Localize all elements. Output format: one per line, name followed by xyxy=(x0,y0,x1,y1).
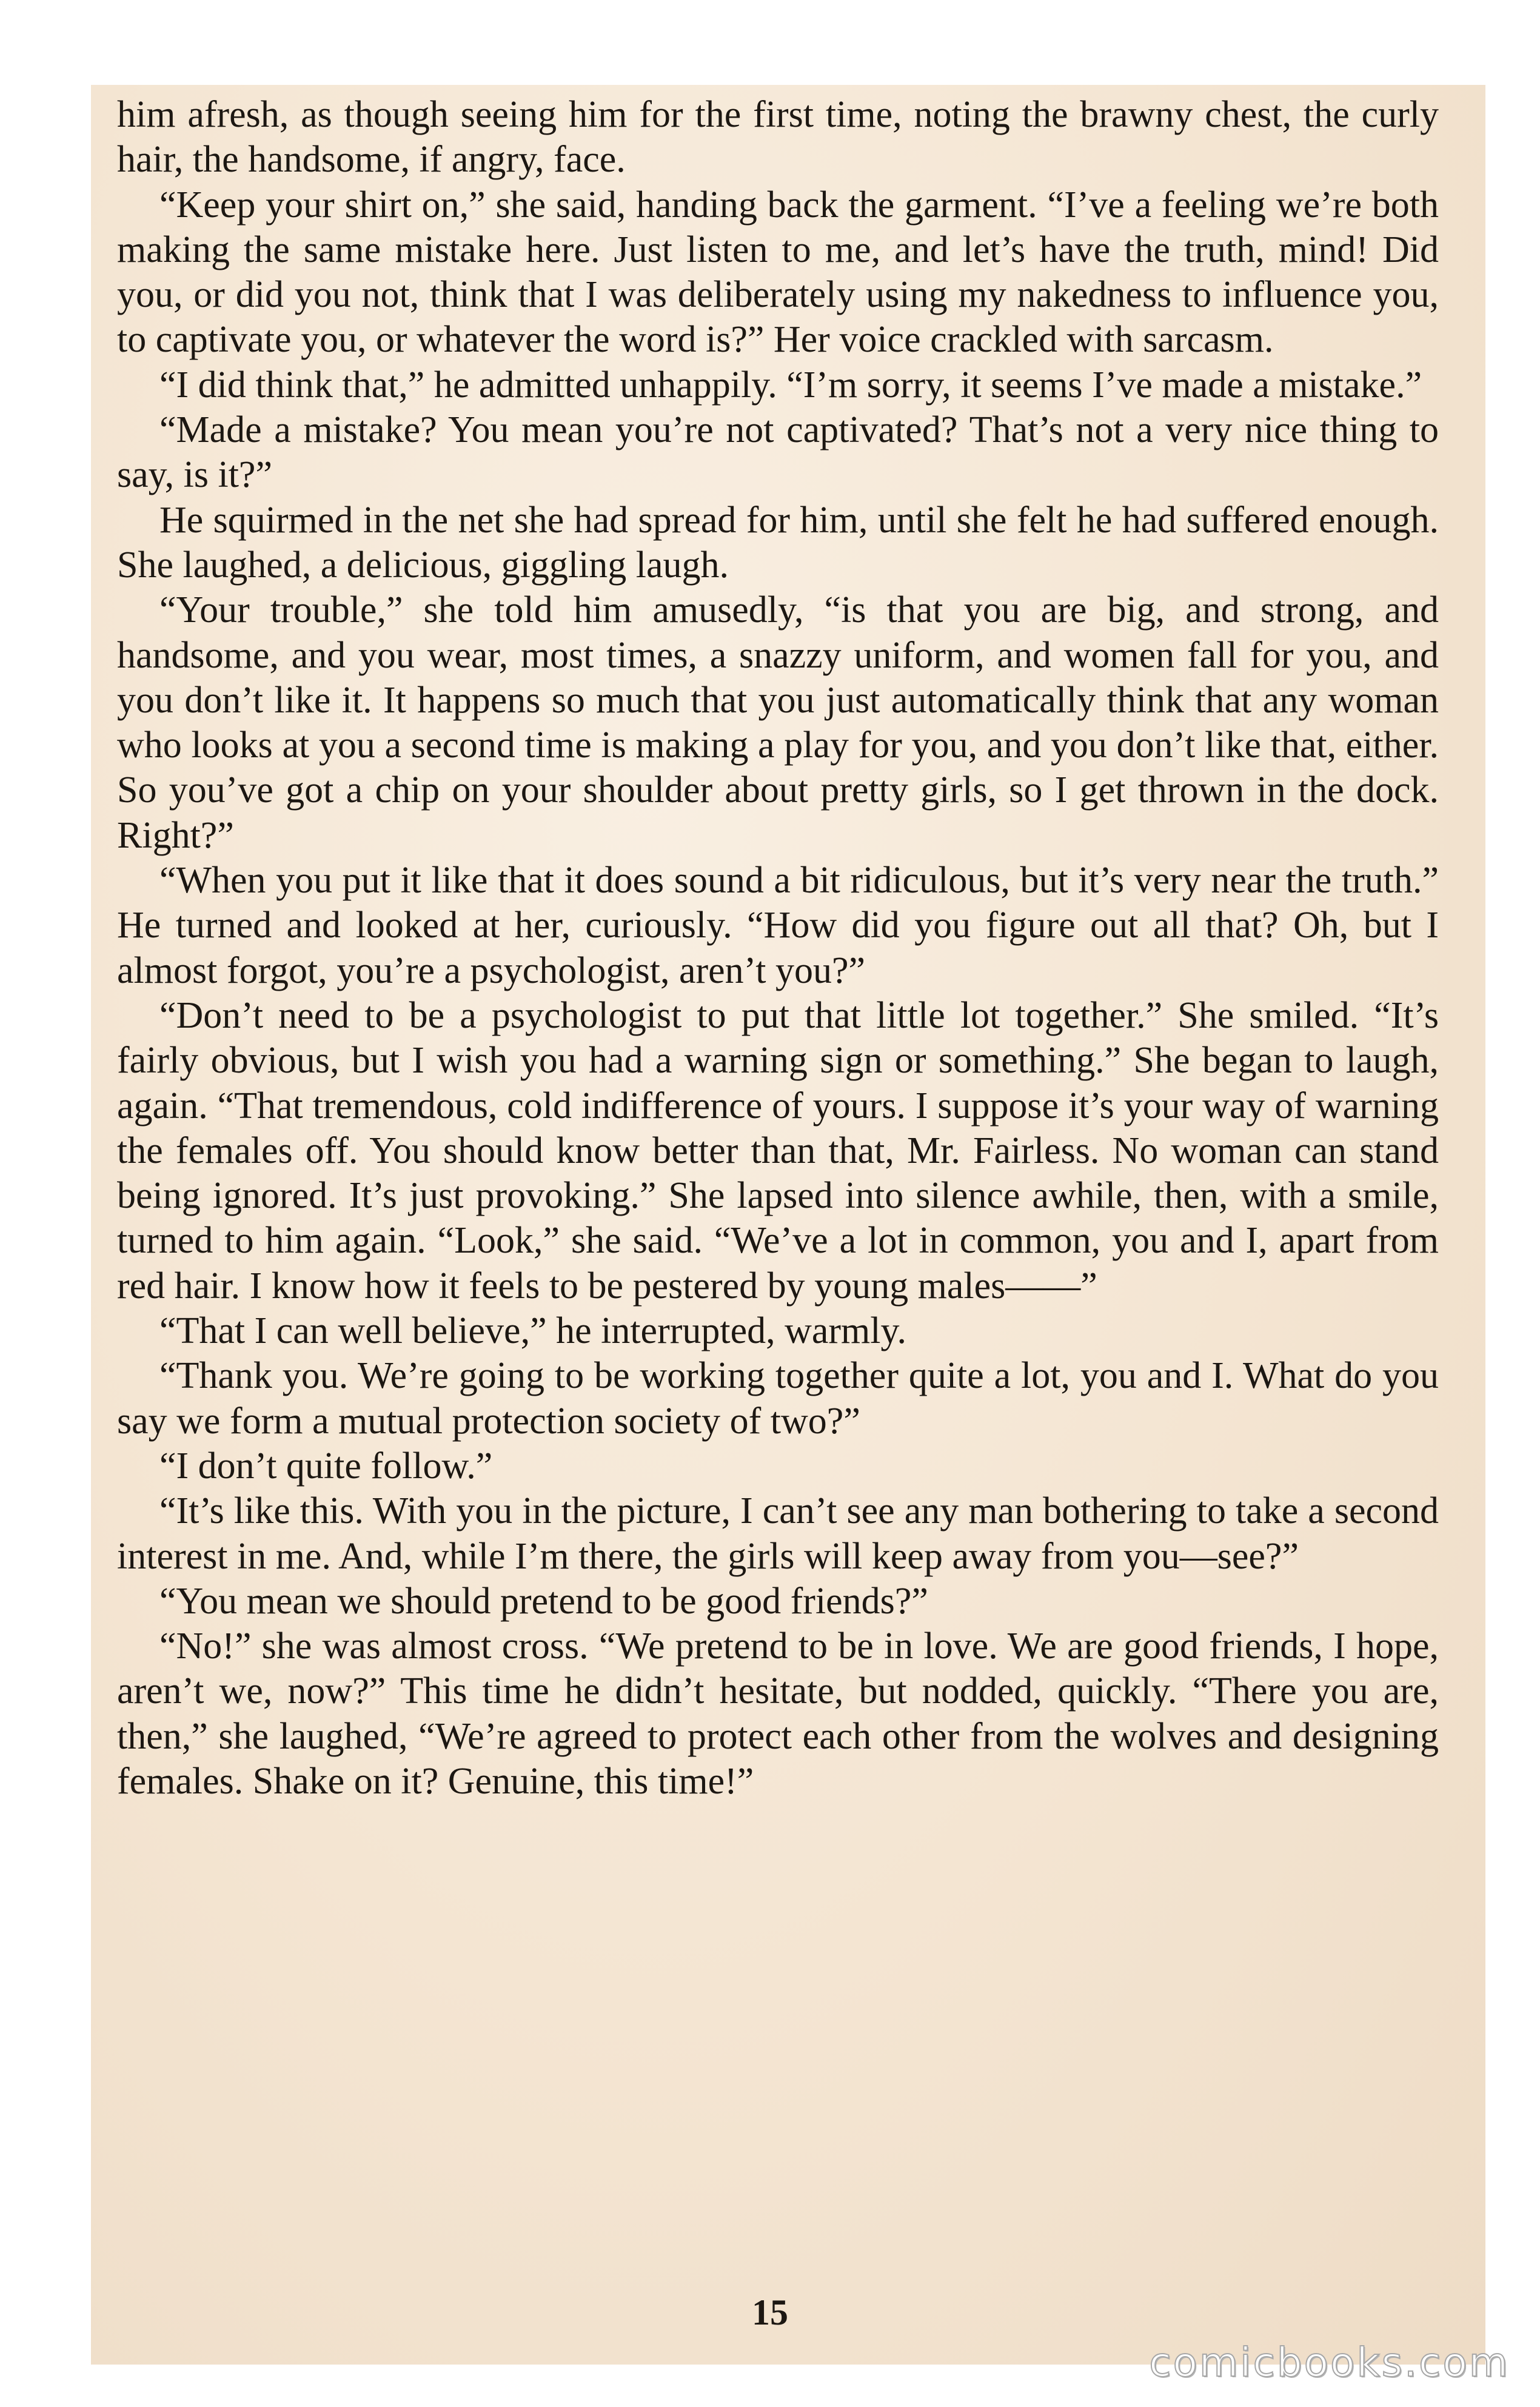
paragraph: “It’s like this. With you in the picture, I can’t see any man bothering to take a second interest in me. And, while I’m there, the girls will keep away from you—see?” xyxy=(117,1490,1439,1577)
paragraph: “Don’t need to be a psychologist to put that little lot together.” She smiled. “It’s fairly obvious, but I wish you had a warning sign or something.” She began to laugh, again. “That tremendous, cold indifference of yours. I suppose it’s your way of warning the females off. You should know better than that, Mr. Fairless. No woman can stand being ignored. It’s just provoking.” She lapsed into silence awhile, then, with a smile, turned to him again. “Look,” she said. “We’ve a lot in common, you and I, apart from red hair. I know how it feels to be pestered by young males——” xyxy=(117,994,1439,1307)
paragraph: “Your trouble,” she told him amusedly, “is that you are big, and strong, and handsome, and you wear, most times, a snazzy uniform, and women fall for you, and you don’t like it. It happens so much that you just automatically think that any woman who looks at you a second time is making a play for you, and you don’t like that, either. So you’ve got a chip on your shoulder about pretty girls, so I get thrown in the dock. Right?” xyxy=(117,589,1439,856)
paragraph: “I did think that,” he admitted unhappily. “I’m sorry, it seems I’ve made a mistake.” xyxy=(159,364,1422,406)
paragraph: him afresh, as though seeing him for the first time, noting the brawny chest, the curly hair, the handsome, if angry, face. xyxy=(117,94,1439,181)
paragraph: “Thank you. We’re going to be working together quite a lot, you and I. What do you say we form a mutual protection society of two?” xyxy=(117,1355,1439,1442)
paragraph: He squirmed in the net she had spread for him, until she felt he had suffered enough. She laughed, a delicious, giggling laugh. xyxy=(117,499,1439,586)
paragraph: “Keep your shirt on,” she said, handing back the garment. “I’ve a feeling we’re both making the same mistake here. Just listen to me, and let’s have the truth, mind! Did you, or did you not, think that I was deliberately using my nakedness to influence you, to captivate you, or whatever the word is?” Her voice crackled with sarcasm. xyxy=(117,184,1439,361)
paragraph: “I don’t quite follow.” xyxy=(159,1445,493,1487)
story-text xyxy=(117,92,1439,1804)
paragraph: “That I can well believe,” he interrupted, warmly. xyxy=(159,1310,906,1352)
watermark: comicbooks.com xyxy=(1149,2339,1510,2386)
page-number: 15 xyxy=(752,2292,788,2332)
paragraph: “Made a mistake? You mean you’re not captivated? That’s not a very nice thing to say, is it?” xyxy=(117,409,1439,496)
paragraph: “No!” she was almost cross. “We pretend to be in love. We are good friends, I hope, aren’t we, now?” This time he didn’t hesitate, but nodded, quickly. “There you are, then,” she laughed, “We’re agreed to protect each other from the wolves and designing females. Shake on it? Genuine, this time!” xyxy=(117,1625,1439,1802)
paragraph: “You mean we should pretend to be good friends?” xyxy=(159,1580,928,1622)
paragraph: “When you put it like that it does sound a bit ridiculous, but it’s very near the truth.” He turned and looked at her, curiously. “How did you figure out all that? Oh, but I almost forgot, you’re a psychologist, aren’t you?” xyxy=(117,860,1439,991)
